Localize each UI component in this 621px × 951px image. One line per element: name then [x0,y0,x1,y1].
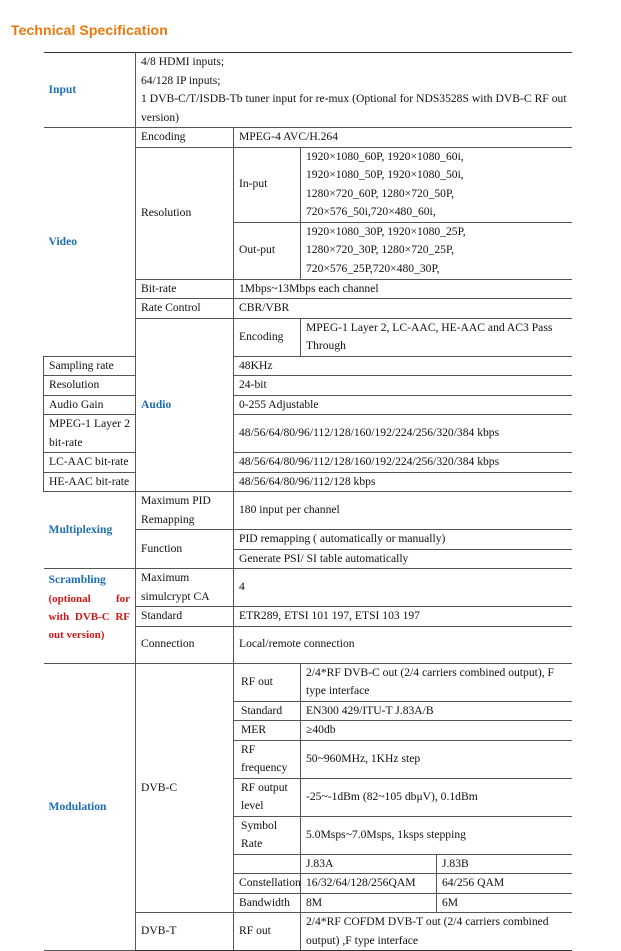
spec-label: Sampling rate [44,356,136,376]
spec-label: Standard [136,607,234,627]
spec-label: Bit-rate [136,279,234,299]
spec-sublabel: Standard [234,701,301,721]
spec-label: Resolution [136,147,234,279]
scrambling-note: (optional for with DVB-C RF out version) [48,592,130,641]
spec-sublabel: RF frequency [234,740,301,778]
spec-label: DVB-T [136,913,234,951]
spec-value: Generate PSI/ SI table automatically [234,549,572,569]
resolution-line: 1920×1080_60P, 1920×1080_60i, [306,149,464,163]
spec-value: EN300 429/ITU-T J.83A/B [301,701,572,721]
spec-label: MPEG-1 Layer 2 bit-rate [44,415,136,453]
spec-value: ≥40db [301,721,572,741]
spec-value: MPEG-1 Layer 2, LC-AAC, HE-AAC and AC3 Pass Through [301,318,572,356]
table-row [44,663,572,701]
spec-value: PID remapping ( automatically or manually) [234,530,572,550]
table-row [44,415,572,453]
spec-value: 24-bit [234,376,572,396]
spec-label: Resolution [44,376,136,396]
resolution-line: 1280×720_60P, 1280×720_50P, [306,186,455,200]
spec-value [301,222,572,279]
spec-label: Connection [136,626,234,663]
spec-value: 50~960MHz, 1KHz step [301,740,572,778]
table-row [44,453,572,473]
category-video: Video [44,128,136,357]
table-row [44,492,572,530]
spec-sublabel [234,854,301,874]
category-input: Input [44,53,136,128]
spec-value: -25~-1dBm (82~105 dbμV), 0.1dBm [301,778,572,816]
spec-value: Local/remote connection [234,626,572,663]
input-line: 4/8 HDMI inputs; [141,55,225,68]
spec-sublabel: RF output level [234,778,301,816]
spec-value: 64/256 QAM [437,874,572,894]
spec-label: Maximum simulcrypt CA [136,569,234,607]
spec-table [43,52,572,951]
spec-label: LC-AAC bit-rate [44,453,136,473]
input-value [136,53,572,128]
spec-value: 2/4*RF DVB-C out (2/4 carriers combined output), F type interface [301,663,572,701]
resolution-line: 1920×1080_50P, 1920×1080_50i, [306,168,464,181]
spec-label: Encoding [234,318,301,356]
table-row [44,128,572,148]
spec-value: 48KHz [234,356,572,376]
category-audio: Audio [136,318,234,492]
spec-label: Audio Gain [44,395,136,415]
table-row [44,569,572,607]
spec-sublabel: Constellation [234,874,301,894]
table-row [44,395,572,415]
spec-label: Rate Control [136,299,234,319]
resolution-line: 1280×720_30P, 1280×720_25P, [306,243,455,257]
spec-value [301,147,572,222]
spec-sublabel: RF out [234,663,301,701]
resolution-line: 1920×1080_30P, 1920×1080_25P, [306,224,466,238]
spec-sublabel: RF out [234,913,301,951]
spec-sublabel: MER [234,721,301,741]
input-line: 1 DVB-C/T/ISDB-Tb tuner input for re-mux (Optional for NDS3528S with DVB-C RF out version) [141,92,567,124]
spec-label: Encoding [136,128,234,148]
spec-label: HE-AAC bit-rate [44,472,136,492]
spec-value: 16/32/64/128/256QAM [301,874,437,894]
spec-value: 48/56/64/80/96/112/128/160/192/224/256/320/384 kbps [234,415,572,453]
spec-sublabel: Out-put [234,222,301,279]
spec-value: 48/56/64/80/96/112/128/160/192/224/256/320/384 kbps [234,453,572,473]
resolution-line: 720×576_50i,720×480_60i, [306,205,436,218]
spec-value: 1Mbps~13Mbps each channel [234,279,572,299]
category-multiplexing: Multiplexing [44,492,136,569]
spec-sublabel: Bandwidth [234,893,301,913]
annex-b-header: J.83B [437,854,572,874]
input-line: 64/128 IP inputs; [141,73,221,87]
annex-a-header: J.83A [301,854,437,874]
spec-value: ETR289, ETSI 101 197, ETSI 103 197 [234,607,572,627]
category-scrambling [44,569,136,664]
table-row [44,376,572,396]
spec-label: DVB-C [136,663,234,913]
spec-label: Maximum PID Remapping [136,492,234,530]
scrambling-label: Scrambling [48,573,106,586]
spec-sublabel: Symbol Rate [234,816,301,854]
spec-value: 180 input per channel [234,492,572,530]
page-title: Technical Specification [11,22,168,38]
spec-value: 5.0Msps~7.0Msps, 1ksps stepping [301,816,572,854]
resolution-line: 720×576_25P,720×480_30P, [306,261,440,275]
spec-value: 48/56/64/80/96/112/128 kbps [234,472,572,492]
spec-value: 6M [437,893,572,913]
category-modulation: Modulation [44,663,136,951]
spec-sublabel: In-put [234,147,301,222]
table-row [44,472,572,492]
table-row [44,356,572,376]
spec-value: CBR/VBR [234,299,572,319]
spec-value: 8M [301,893,437,913]
spec-label: Function [136,530,234,569]
spec-value: 4 [234,569,572,607]
spec-value: MPEG-4 AVC/H.264 [234,128,572,148]
spec-value: 2/4*RF COFDM DVB-T out (2/4 carriers combined output) ,F type interface [301,913,572,951]
table-row [44,53,572,128]
spec-value: 0-255 Adjustable [234,395,572,415]
